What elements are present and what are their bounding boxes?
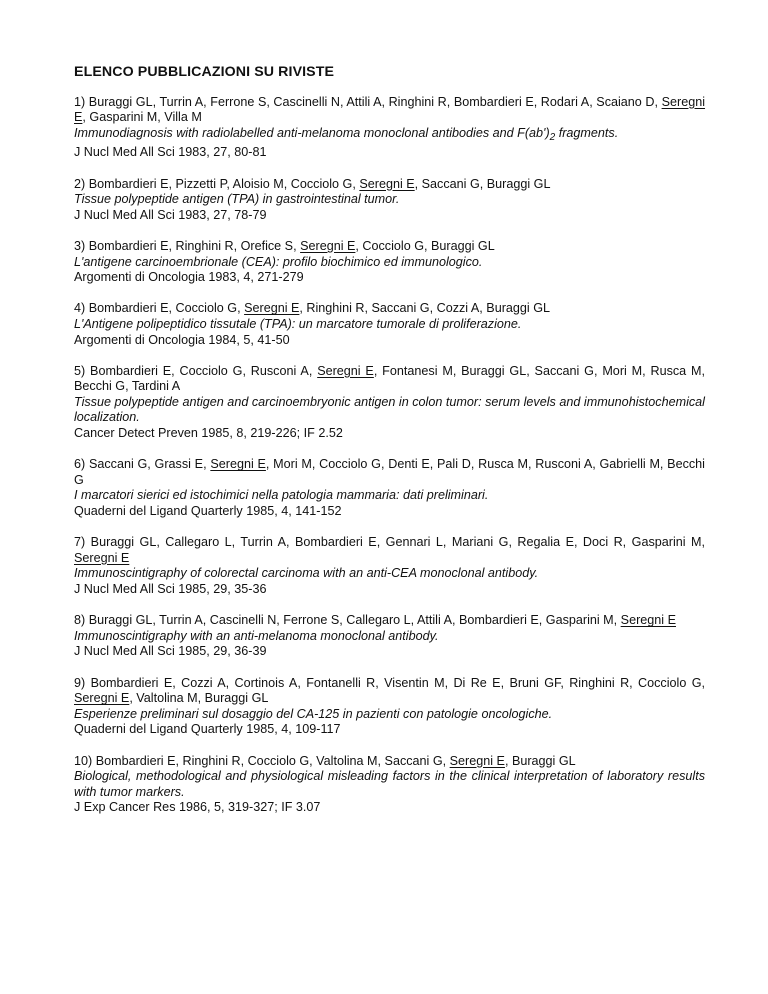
highlighted-author: Seregni E (244, 301, 300, 316)
entry-journal: Quaderni del Ligand Quarterly 1985, 4, 109-117 (74, 722, 341, 737)
authors-text: Bombardieri E, Pizzetti P, Aloisio M, Cocciolo G, (88, 176, 356, 191)
authors-text: Bombardieri E, Ringhini R, Cocciolo G, Valtolina M, Saccani G, (95, 753, 447, 768)
title-end: fragments. (555, 125, 619, 140)
highlighted-author: Seregni E (317, 363, 374, 378)
entry-journal: J Nucl Med All Sci 1983, 27, 78-79 (74, 207, 267, 222)
entry-authors (74, 301, 705, 317)
entry-authors (74, 613, 705, 629)
page-title: ELENCO PUBBLICAZIONI SU RIVISTE (74, 64, 335, 80)
entry-title: L'Antigene polipeptidico tissutale (TPA): un marcatore tumorale di proliferazione. (74, 316, 522, 331)
entry-number: 8) (74, 613, 86, 628)
entry-number: 10) (74, 753, 93, 768)
authors-text: Bombardieri E, Ringhini R, Orefice S, (88, 238, 297, 253)
entry-journal: Quaderni del Ligand Quarterly 1985, 4, 141-152 (74, 504, 342, 519)
authors-text-after: , Ringhini R, Saccani G, Cozzi A, Buraggi GL (299, 301, 550, 316)
entry-authors (74, 457, 705, 488)
publication-entry (74, 301, 705, 348)
publication-entry (74, 535, 705, 597)
publication-entry (74, 95, 705, 161)
publication-entry (74, 613, 705, 660)
authors-text: Buraggi GL, Turrin A, Cascinelli N, Ferrone S, Callegaro L, Attili A, Bombardieri E, Gasparini M, (88, 613, 618, 628)
entry-number: 7) (74, 535, 86, 550)
highlighted-author: Seregni E (74, 94, 706, 125)
authors-text-after: , Cocciolo G, Buraggi GL (355, 238, 495, 253)
entry-number: 1) (74, 94, 86, 109)
entry-authors (74, 676, 705, 707)
authors-text-after: , Valtolina M, Buraggi GL (129, 691, 269, 706)
entry-journal: J Exp Cancer Res 1986, 5, 319-327; IF 3.07 (74, 800, 321, 815)
entry-title: Tissue polypeptide antigen and carcinoembryonic antigen in colon tumor: serum levels and immunohistochemical localization. (74, 394, 705, 425)
publication-entry (74, 177, 705, 224)
entry-number: 9) (74, 675, 86, 690)
authors-text-after: , Saccani G, Buraggi GL (414, 176, 551, 191)
entry-journal: Argomenti di Oncologia 1984, 5, 41-50 (74, 332, 290, 347)
entry-number: 4) (74, 301, 86, 316)
highlighted-author: Seregni E (210, 457, 266, 472)
entry-title: Biological, methodological and physiological misleading factors in the clinical interpretation of laboratory results with tumor markers. (74, 769, 705, 799)
entry-journal: J Nucl Med All Sci 1985, 29, 36-39 (74, 644, 267, 659)
authors-text: Bombardieri E, Cocciolo G, Rusconi A, (90, 363, 313, 378)
entry-authors (74, 364, 705, 395)
entry-title: I marcatori sierici ed istochimici nella patologia mammaria: dati preliminari. (74, 488, 489, 503)
authors-text: Buraggi GL, Turrin A, Ferrone S, Cascinelli N, Attili A, Ringhini R, Bombardieri E, Rodari A, Scaiano D, (88, 94, 658, 109)
publication-entry (74, 364, 705, 442)
authors-text: Buraggi GL, Callegaro L, Turrin A, Bombardieri E, Gennari L, Mariani G, Regalia E, Doci R, Gasparini M, (90, 535, 705, 550)
entry-title: Immunoscintigraphy with an anti-melanoma monoclonal antibody. (74, 628, 439, 643)
entry-title: L'antigene carcinoembrionale (CEA): profilo biochimico ed immunologico. (74, 254, 483, 269)
entry-authors (74, 95, 705, 126)
publication-entry (74, 754, 705, 816)
entry-title: Esperienze preliminari sul dosaggio del CA-125 in pazienti con patologie oncologiche. (74, 706, 553, 721)
publication-entry (74, 239, 705, 286)
entry-authors (74, 535, 705, 566)
publication-entry (74, 676, 705, 738)
authors-text: Bombardieri E, Cocciolo G, (88, 301, 241, 316)
entry-title: Immunoscintigraphy of colorectal carcinoma with an anti-CEA monoclonal antibody. (74, 566, 539, 581)
authors-text-after: , Fontanesi M, Buraggi GL, Saccani G, Mori M, Rusca M, Becchi G, Tardini A (74, 363, 705, 394)
entry-journal: Cancer Detect Preven 1985, 8, 219-226; IF 2.52 (74, 426, 343, 441)
entry-journal: J Nucl Med All Sci 1983, 27, 80-81 (74, 145, 267, 160)
entry-authors (74, 239, 705, 255)
entry-title (74, 126, 705, 146)
publication-entry (74, 457, 705, 519)
entry-authors (74, 177, 705, 193)
entry-number: 3) (74, 238, 86, 253)
authors-text-after: , Gasparini M, Villa M (82, 110, 202, 125)
title-main: Immunodiagnosis with radiolabelled anti-melanoma monoclonal antibodies and F(ab') (74, 125, 550, 140)
title-subscript: 2 (549, 131, 556, 143)
highlighted-author: Seregni E (359, 176, 415, 191)
entry-journal: Argomenti di Oncologia 1983, 4, 271-279 (74, 270, 304, 285)
entry-number: 2) (74, 176, 86, 191)
authors-text: Bombardieri E, Cozzi A, Cortinois A, Fontanelli R, Visentin M, Di Re E, Bruni GF, Ringhini R, Cocciolo G, (90, 675, 705, 690)
highlighted-author: Seregni E (620, 613, 676, 628)
authors-text: Saccani G, Grassi E, (88, 457, 207, 472)
highlighted-author: Seregni E (300, 238, 356, 253)
entry-journal: J Nucl Med All Sci 1985, 29, 35-36 (74, 582, 267, 596)
highlighted-author: Seregni E (74, 691, 130, 706)
highlighted-author: Seregni E (74, 550, 130, 565)
entry-number: 5) (74, 363, 86, 378)
highlighted-author: Seregni E (449, 753, 505, 768)
authors-text-after: , Mori M, Cocciolo G, Denti E, Pali D, Rusca M, Rusconi A, Gabrielli M, Becchi G (74, 457, 705, 487)
entry-number: 6) (74, 457, 86, 472)
authors-text-after: , Buraggi GL (504, 753, 576, 768)
entry-authors (74, 754, 705, 770)
entry-title: Tissue polypeptide antigen (TPA) in gastrointestinal tumor. (74, 192, 400, 207)
